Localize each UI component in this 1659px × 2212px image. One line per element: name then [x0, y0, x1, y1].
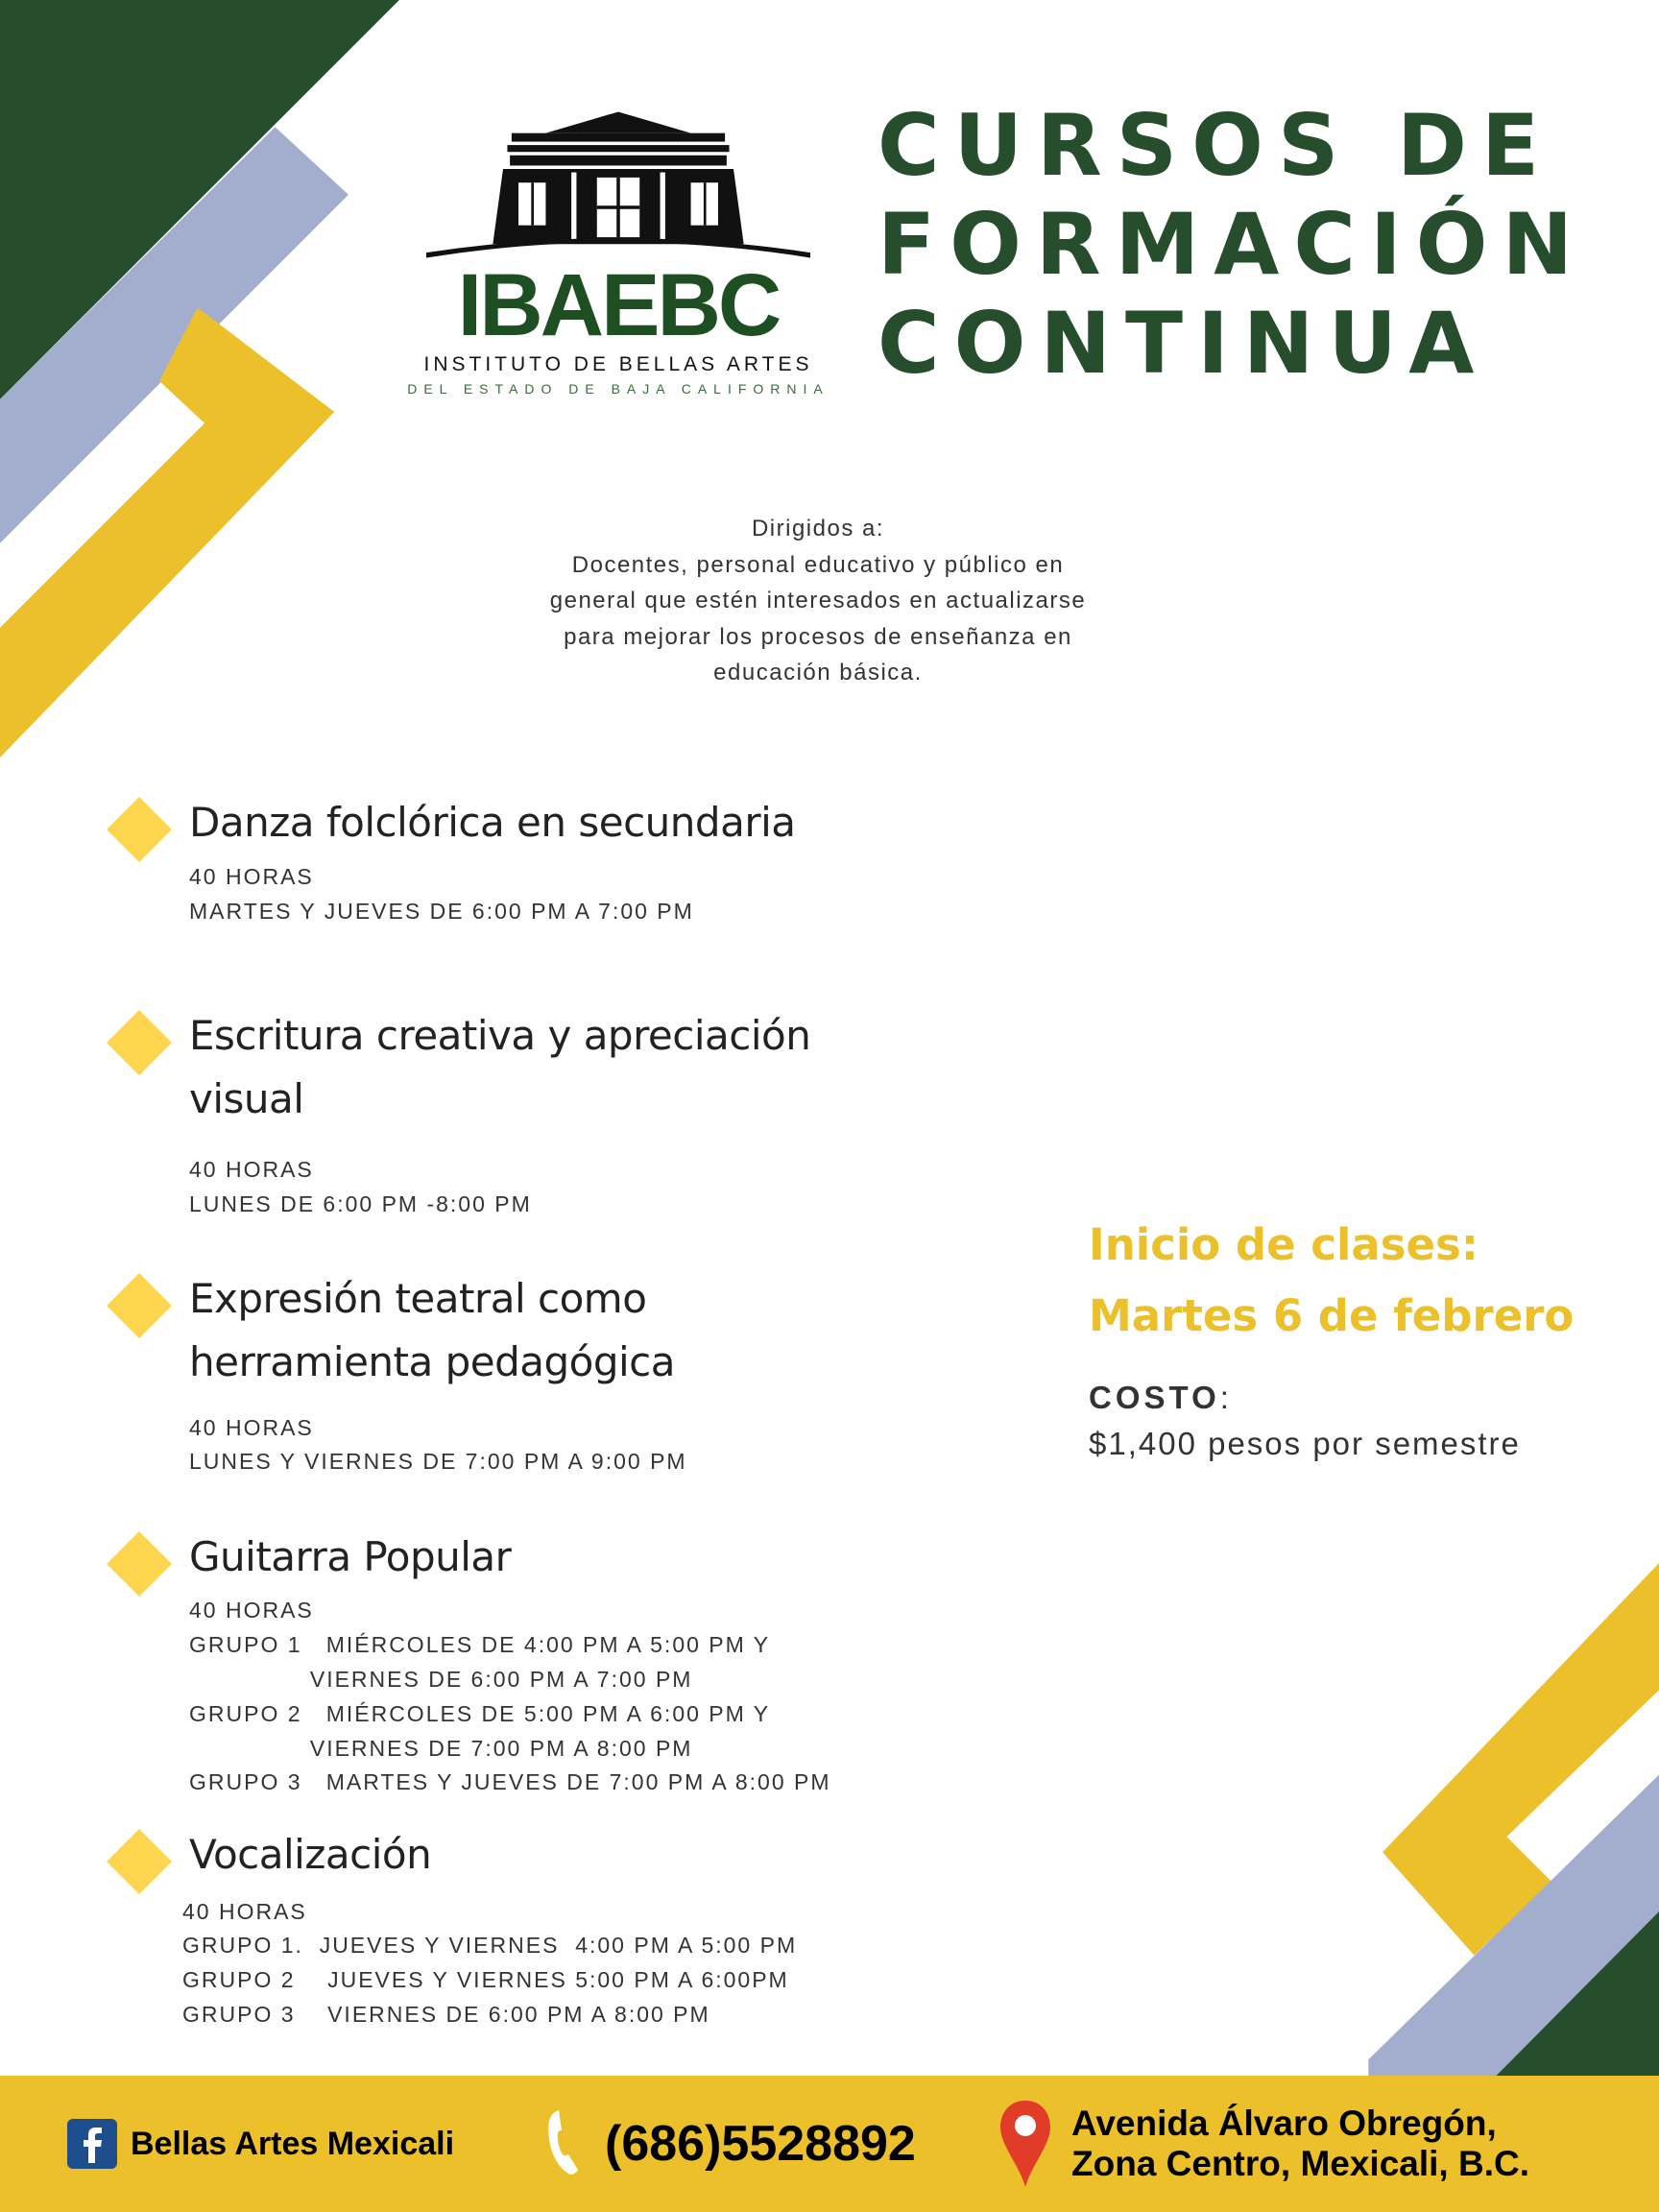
footer-bar: [0, 2076, 1659, 2212]
audience-description: [434, 511, 1202, 691]
ibaebc-logo: [402, 108, 834, 405]
course-title: Vocalización: [189, 1831, 432, 1878]
address-info: [998, 2101, 1529, 2187]
course-schedule: LUNES Y VIERNES DE 7:00 PM A 9:00 PM: [189, 1449, 687, 1474]
course-hours: 40 HORAS: [189, 1415, 314, 1440]
course-title: visual: [189, 1075, 304, 1122]
audience-line: para mejorar los procesos de enseñanza en: [564, 623, 1072, 650]
address-line: Zona Centro, Mexicali, B.C.: [1071, 2144, 1529, 2183]
start-value: Martes 6 de febrero: [1089, 1290, 1575, 1341]
course-title: Guitarra Popular: [189, 1533, 512, 1580]
facebook-icon: [67, 2119, 117, 2169]
phone-number: (686)5528892: [605, 2116, 916, 2172]
course-schedule: GRUPO 2 MIÉRCOLES DE 5:00 PM A 6:00 PM Y: [189, 1701, 771, 1726]
title-line: CONTINUA: [878, 294, 1489, 393]
phone-icon: [547, 2110, 591, 2177]
facebook-name: Bellas Artes Mexicali: [131, 2125, 455, 2162]
audience-line: general que estén interesados en actualizarse: [549, 588, 1087, 613]
start-date: [1089, 1210, 1574, 1352]
course-title: Escritura creativa y apreciación: [189, 1012, 811, 1059]
address-line: Avenida Álvaro Obregón,: [1071, 2104, 1497, 2143]
course-title: herramienta pedagógica: [189, 1338, 676, 1385]
start-label: Inicio de clases:: [1089, 1219, 1479, 1270]
page-title: [878, 96, 1587, 393]
title-line: CURSOS DE: [878, 96, 1554, 195]
facebook-link[interactable]: [67, 2119, 454, 2169]
course-title: Expresión teatral como: [189, 1275, 647, 1322]
course-schedule: VIERNES DE 7:00 PM A 8:00 PM: [189, 1736, 693, 1761]
audience-heading: Dirigidos a:: [751, 516, 885, 541]
phone-link[interactable]: [547, 2110, 916, 2177]
course-schedule: LUNES DE 6:00 PM -8:00 PM: [189, 1191, 532, 1216]
course-schedule: GRUPO 3 MARTES Y JUEVES DE 7:00 PM A 8:00 PM: [189, 1769, 831, 1794]
course-hours: 40 HORAS: [189, 1157, 314, 1182]
cost-separator: :: [1219, 1380, 1231, 1415]
location-pin-icon: [998, 2101, 1052, 2187]
logo-subtitle-2: DEL ESTADO DE BAJA CALIFORNIA: [407, 381, 830, 397]
title-line: FORMACIÓN: [878, 195, 1588, 294]
audience-line: educación básica.: [713, 660, 923, 685]
cost-label: COSTO: [1089, 1380, 1220, 1415]
course-schedule: VIERNES DE 6:00 PM A 7:00 PM: [189, 1667, 693, 1692]
logo-wordmark: IBAEBC: [457, 256, 780, 354]
course-hours: 40 HORAS: [182, 1899, 307, 1924]
cost-value: $1,400 pesos por semestre: [1089, 1426, 1521, 1461]
course-schedule: GRUPO 1. JUEVES Y VIERNES 4:00 PM A 5:00 PM: [182, 1933, 798, 1958]
logo-subtitle: INSTITUTO DE BELLAS ARTES: [423, 353, 813, 375]
course-schedule: GRUPO 1 MIÉRCOLES DE 4:00 PM A 5:00 PM Y: [189, 1632, 771, 1657]
cost-info: [1089, 1375, 1521, 1467]
course-title: Danza folclórica en secundaria: [189, 799, 796, 846]
course-schedule: GRUPO 2 JUEVES Y VIERNES 5:00 PM A 6:00PM: [182, 1967, 789, 1992]
course-schedule: MARTES Y JUEVES DE 6:00 PM A 7:00 PM: [189, 899, 694, 924]
audience-line: Docentes, personal educativo y público en: [571, 551, 1065, 578]
course-hours: 40 HORAS: [189, 864, 314, 889]
course-schedule: GRUPO 3 VIERNES DE 6:00 PM A 8:00 PM: [182, 2002, 710, 2027]
building-icon: [402, 108, 834, 261]
course-hours: 40 HORAS: [189, 1598, 314, 1623]
